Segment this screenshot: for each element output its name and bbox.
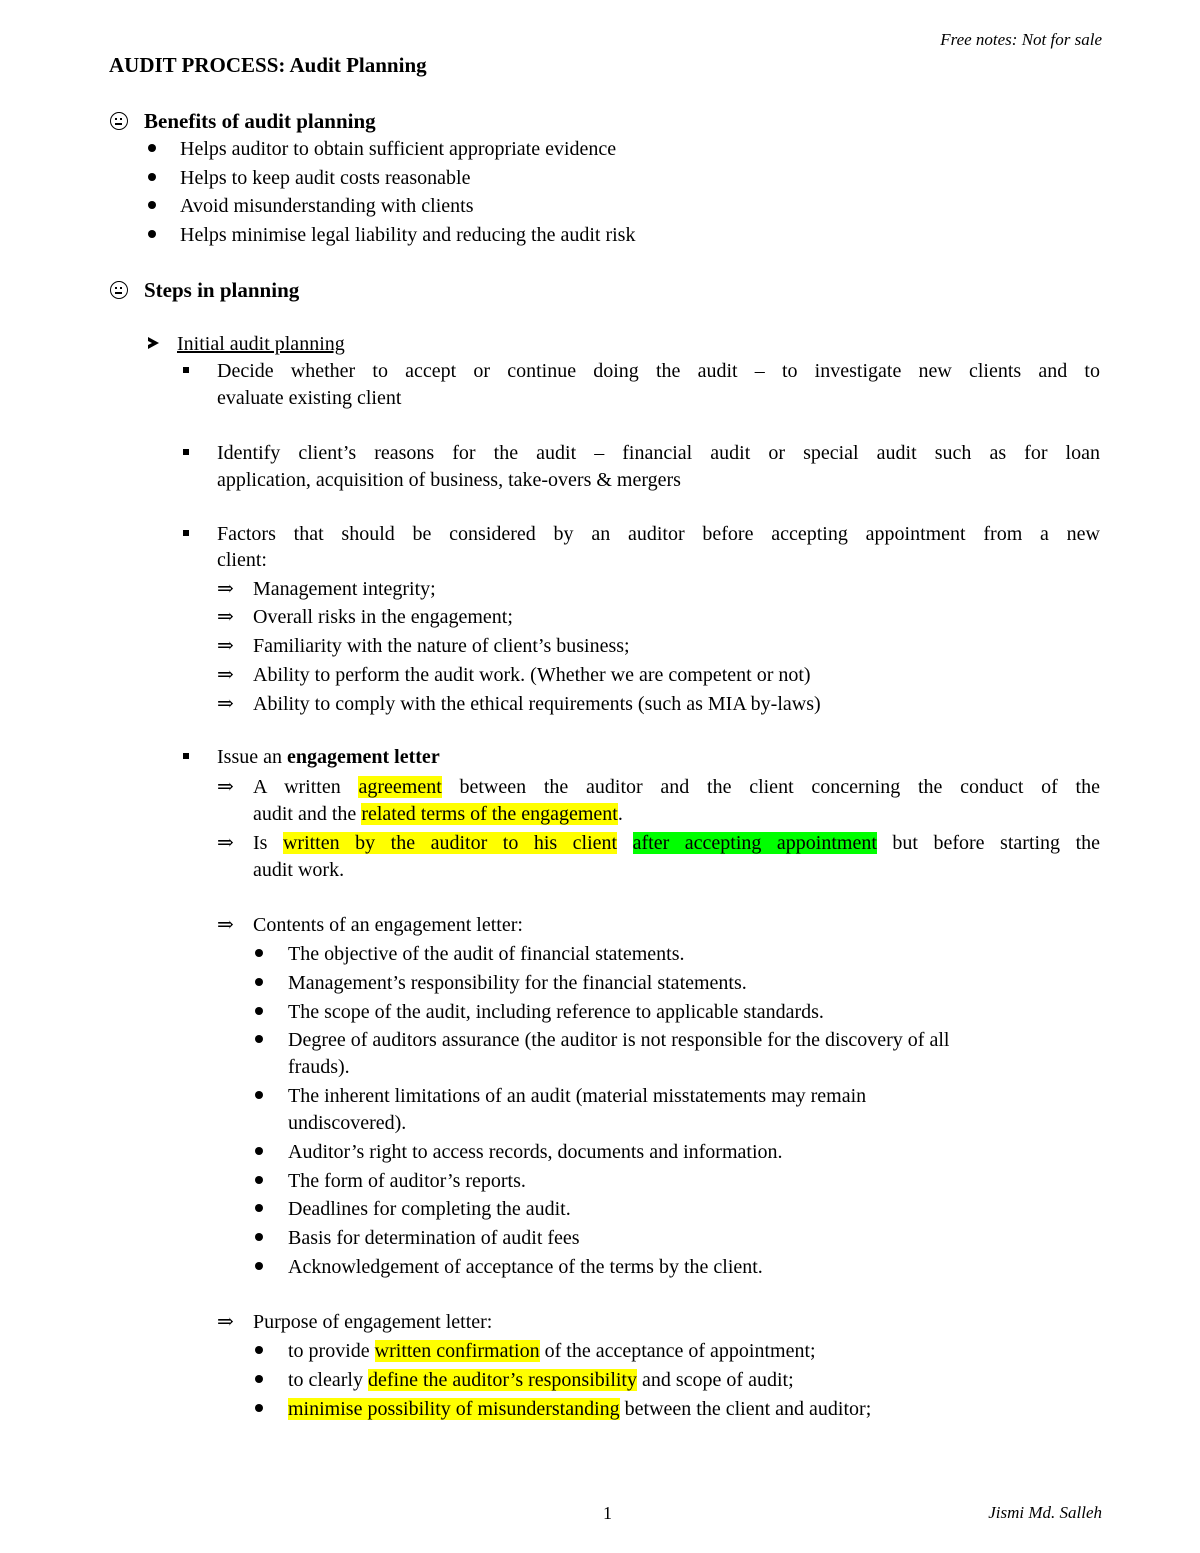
author-name: Jismi Md. Salleh (988, 1503, 1102, 1522)
bullet-icon (255, 1007, 263, 1015)
bullet-icon (255, 1404, 263, 1412)
list-item (183, 357, 189, 385)
list-item: ⇒ Management integrity; (217, 575, 436, 603)
list-item: Management’s responsibility for the financial statements. (255, 969, 747, 997)
list-item (183, 439, 189, 467)
double-arrow-icon: ⇒ (217, 693, 234, 715)
list-item: Helps auditor to obtain sufficient appropriate evidence (148, 135, 616, 163)
double-arrow-icon: ⇒ (217, 1311, 234, 1333)
bullet-icon (255, 1204, 263, 1212)
double-arrow-icon: ⇒ (217, 606, 234, 628)
list-item: The scope of the audit, including reference to applicable standards. (255, 998, 824, 1026)
double-arrow-icon: ⇒ (217, 664, 234, 686)
list-item: Avoid misunderstanding with clients (148, 192, 474, 220)
list-item: The objective of the audit of financial statements. (255, 940, 685, 968)
list-item: The form of auditor’s reports. (255, 1167, 526, 1195)
bullet-icon (148, 201, 156, 209)
agreement-arrow (217, 773, 239, 801)
bullet-icon (148, 230, 156, 238)
bullet-icon (255, 1147, 263, 1155)
list-item: ⇒ Overall risks in the engagement; (217, 603, 513, 631)
list-item (183, 520, 189, 548)
initial-planning-heading: Initial audit planning (148, 330, 345, 358)
list-item: Acknowledgement of acceptance of the terms by the client. (255, 1253, 763, 1281)
engagement-letter-heading: Issue an engagement letter (183, 743, 440, 771)
list-item-cont: undiscovered). (288, 1112, 407, 1134)
written-by-arrow (217, 829, 239, 857)
purpose-heading: ⇒ Purpose of engagement letter: (217, 1308, 492, 1336)
list-item: Deadlines for completing the audit. (255, 1195, 571, 1223)
double-arrow-icon: ⇒ (217, 832, 234, 854)
bullet-icon (255, 1091, 263, 1099)
list-item: to clearly define the auditor’s responsibility and scope of audit; (255, 1366, 794, 1394)
bullet-icon (148, 173, 156, 181)
list-item: Helps to keep audit costs reasonable (148, 164, 470, 192)
sad-face-icon (110, 112, 128, 130)
decide-text: Decide whether to accept or continue doing the audit – to investigate new clients and to (217, 360, 1100, 382)
arrowhead-bullet-icon (148, 337, 159, 349)
bullet-icon (255, 1035, 263, 1043)
bullet-icon (255, 978, 263, 986)
square-bullet-icon (183, 367, 189, 373)
header-note: Free notes: Not for sale (940, 30, 1102, 49)
factors-text-cont: client: (217, 549, 267, 571)
double-arrow-icon: ⇒ (217, 578, 234, 600)
bullet-icon (255, 1233, 263, 1241)
list-item: ⇒ Ability to comply with the ethical requirements (such as MIA by-laws) (217, 690, 821, 718)
identify-text: Identify client’s reasons for the audit – financial audit or special audit such as for loan (217, 442, 1100, 464)
benefits-heading: Benefits of audit planning (110, 107, 376, 135)
list-item: Basis for determination of audit fees (255, 1224, 580, 1252)
bullet-icon (255, 949, 263, 957)
double-arrow-icon: ⇒ (217, 776, 234, 798)
list-item-cont: frauds). (288, 1056, 350, 1078)
page-title: AUDIT PROCESS: Audit Planning (109, 53, 427, 77)
bullet-icon (255, 1176, 263, 1184)
square-bullet-icon (183, 753, 189, 759)
decide-text-cont: evaluate existing client (217, 387, 402, 409)
list-item: Auditor’s right to access records, documents and information. (255, 1138, 783, 1166)
bullet-icon (148, 144, 156, 152)
list-item: Degree of auditors assurance (the auditor is not responsible for the discovery of all (255, 1026, 949, 1054)
bullet-icon (255, 1375, 263, 1383)
written-by-text-cont: audit work. (253, 859, 345, 881)
identify-text-cont: application, acquisition of business, take-overs & mergers (217, 469, 681, 491)
double-arrow-icon: ⇒ (217, 635, 234, 657)
list-item: Helps minimise legal liability and reducing the audit risk (148, 221, 635, 249)
square-bullet-icon (183, 530, 189, 536)
list-item: ⇒ Ability to perform the audit work. (Whether we are competent or not) (217, 661, 811, 689)
double-arrow-icon: ⇒ (217, 914, 234, 936)
list-item: to provide written confirmation of the acceptance of appointment; (255, 1337, 816, 1365)
factors-text: Factors that should be considered by an auditor before accepting appointment from a new (217, 523, 1100, 545)
list-item: minimise possibility of misunderstanding between the client and auditor; (255, 1395, 871, 1423)
agreement-text-cont: audit and the related terms of the engagement. (253, 803, 623, 825)
sad-face-icon (110, 281, 128, 299)
contents-heading: ⇒ Contents of an engagement letter: (217, 911, 523, 939)
bullet-icon (255, 1262, 263, 1270)
list-item: The inherent limitations of an audit (material misstatements may remain (255, 1082, 866, 1110)
page-number: 1 (603, 1503, 612, 1523)
bullet-icon (255, 1346, 263, 1354)
written-by-text: Is written by the auditor to his client after accepting appointment but before starting the (253, 832, 1100, 854)
agreement-text: A written agreement between the auditor and the client concerning the conduct of the (253, 776, 1100, 798)
steps-heading: Steps in planning (110, 276, 299, 304)
square-bullet-icon (183, 449, 189, 455)
list-item: ⇒ Familiarity with the nature of client’s business; (217, 632, 630, 660)
